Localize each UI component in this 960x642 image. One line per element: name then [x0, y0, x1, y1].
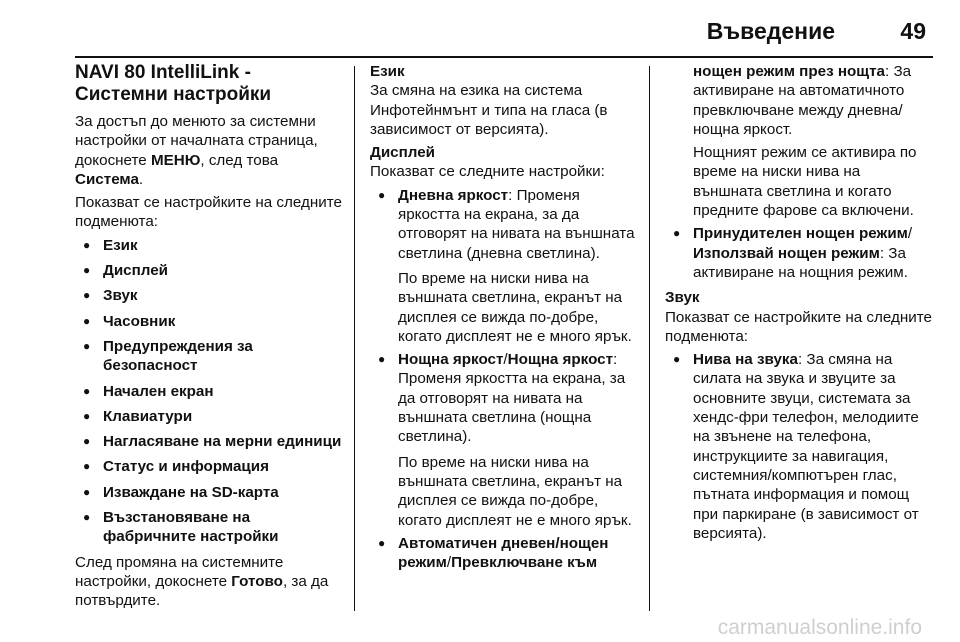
auto-mode-note: Нощният режим се активира по време на ниски нива на външната светлина и когато предните фарове са включени.: [693, 144, 917, 220]
list-item: ● Дисплей: [75, 261, 347, 280]
list-item: ● Клавиатури: [75, 407, 347, 426]
auto-mode-text: : За активиране на автоматичното превключване между дневна/нощна яркост.: [693, 63, 912, 138]
system-keyword: Система: [75, 170, 139, 188]
list-item: ● Звук: [75, 286, 347, 305]
sound-title: Звук: [665, 289, 700, 307]
list-item: [370, 534, 640, 573]
column-2: [370, 62, 640, 578]
display-settings-list-4: [665, 224, 933, 282]
page-number: 49: [900, 18, 926, 44]
submenu-list: [75, 236, 347, 547]
list-item: [370, 186, 640, 263]
list-item: ● Език: [75, 236, 347, 255]
header-rule: [75, 56, 933, 58]
auto-mode-label-a: Автоматичен дневен/нощен режим: [398, 534, 609, 572]
intro-text-e: .: [138, 170, 144, 188]
sound-text: Показват се настройките на следните подменюта:: [665, 308, 932, 345]
language-title: Език: [370, 63, 405, 80]
list-item: ● Статус и информация: [75, 457, 347, 476]
night-brightness-label-a: Нощна яркост: [398, 351, 504, 369]
section-title: Въведение: [706, 18, 835, 44]
display-title: Дисплей: [370, 144, 436, 162]
display-settings-list: [370, 186, 640, 263]
intro-paragraph: [75, 112, 347, 189]
volume-levels-text: : За смяна на силата на звука и звуците за основните звуци, системата за хендс-фри телефон, мелодиите на звънене на телефона, инструкциите за навигация, системния/компютърен глас, пътната информация и помощ при паркиране (в зависимост от версията).: [693, 351, 919, 542]
forced-night-label-b: Използвай нощен режим: [693, 244, 880, 262]
auto-mode-label-b: Превключване към: [451, 554, 598, 572]
display-text: Показват се следните настройки:: [370, 163, 605, 181]
intro-text-c: , след това: [200, 151, 279, 169]
list-item: ● Предупреждения за безопасност: [75, 337, 347, 376]
watermark: carmanualsonline.info: [717, 616, 922, 639]
night-low-light-note: По време на ниски нива на външната светлина, екранът на дисплея се вижда по-добре, когато дисплеят не е много ярък.: [398, 453, 632, 529]
day-brightness-label: Дневна яркост: [398, 186, 509, 204]
display-settings-list-3: [370, 534, 640, 573]
list-item: [665, 224, 933, 282]
column-divider-2: [649, 66, 650, 611]
list-item: ● Нагласяване на мерни единици: [75, 432, 347, 451]
display-settings-list-2: [370, 350, 640, 446]
done-keyword: Готово: [231, 572, 283, 590]
forced-night-label-a: Принудителен нощен режим: [693, 225, 908, 243]
section-heading: NAVI 80 IntelliLink - Системни настройки: [75, 62, 272, 105]
page-header: [0, 0, 960, 60]
forced-separator: /: [907, 225, 913, 243]
auto-mode-label-c: нощен режим през нощта: [693, 63, 886, 80]
language-text: За смяна на езика на система Инфотейнмънт и типа на гласа (в зависимост от версията).: [370, 82, 608, 138]
night-separator: /: [503, 351, 508, 369]
list-item: ● Възстановяване на фабричните настройки: [75, 508, 347, 547]
day-brightness-text: : Променя яркостта на екрана, за да отговорят на нивата на външната светлина (дневна светлина).: [398, 186, 635, 262]
auto-mode-continuation: [665, 62, 933, 139]
column-1: [75, 62, 347, 615]
after-text-c: , за да потвърдите.: [75, 572, 329, 610]
column-divider-1: [354, 66, 355, 611]
day-low-light-note: По време на ниски нива на външната светлина, екранът на дисплея се вижда по-добре, когато дисплеят не е много ярък.: [398, 269, 632, 345]
list-item: ● Начален екран: [75, 382, 347, 401]
forced-night-text: : За активиране на нощния режим.: [693, 244, 908, 281]
night-brightness-text: : Променя яркостта на екрана, за да отговорят на нивата на външната светлина (нощна светлина).: [398, 351, 626, 446]
volume-levels-label: Нива на звука: [693, 351, 798, 369]
list-item: [665, 350, 933, 543]
after-text-a: След промяна на системните настройки, докоснете: [75, 553, 284, 590]
list-item: ● Часовник: [75, 312, 347, 331]
menu-keyword: МЕНЮ: [150, 151, 201, 169]
after-paragraph: [75, 553, 347, 611]
list-item: ● Изваждане на SD-карта: [75, 483, 347, 502]
list-item: [370, 350, 640, 446]
submenu-intro: Показват се настройките на следните подменюта:: [75, 194, 342, 231]
auto-separator: /: [446, 554, 452, 572]
column-3: [665, 62, 933, 549]
sound-settings-list: [665, 350, 933, 543]
intro-text-a: За достъп до менюто за системни настройки от началната страница, докоснете: [75, 113, 318, 169]
night-brightness-label-b: Нощна яркост: [507, 351, 614, 369]
